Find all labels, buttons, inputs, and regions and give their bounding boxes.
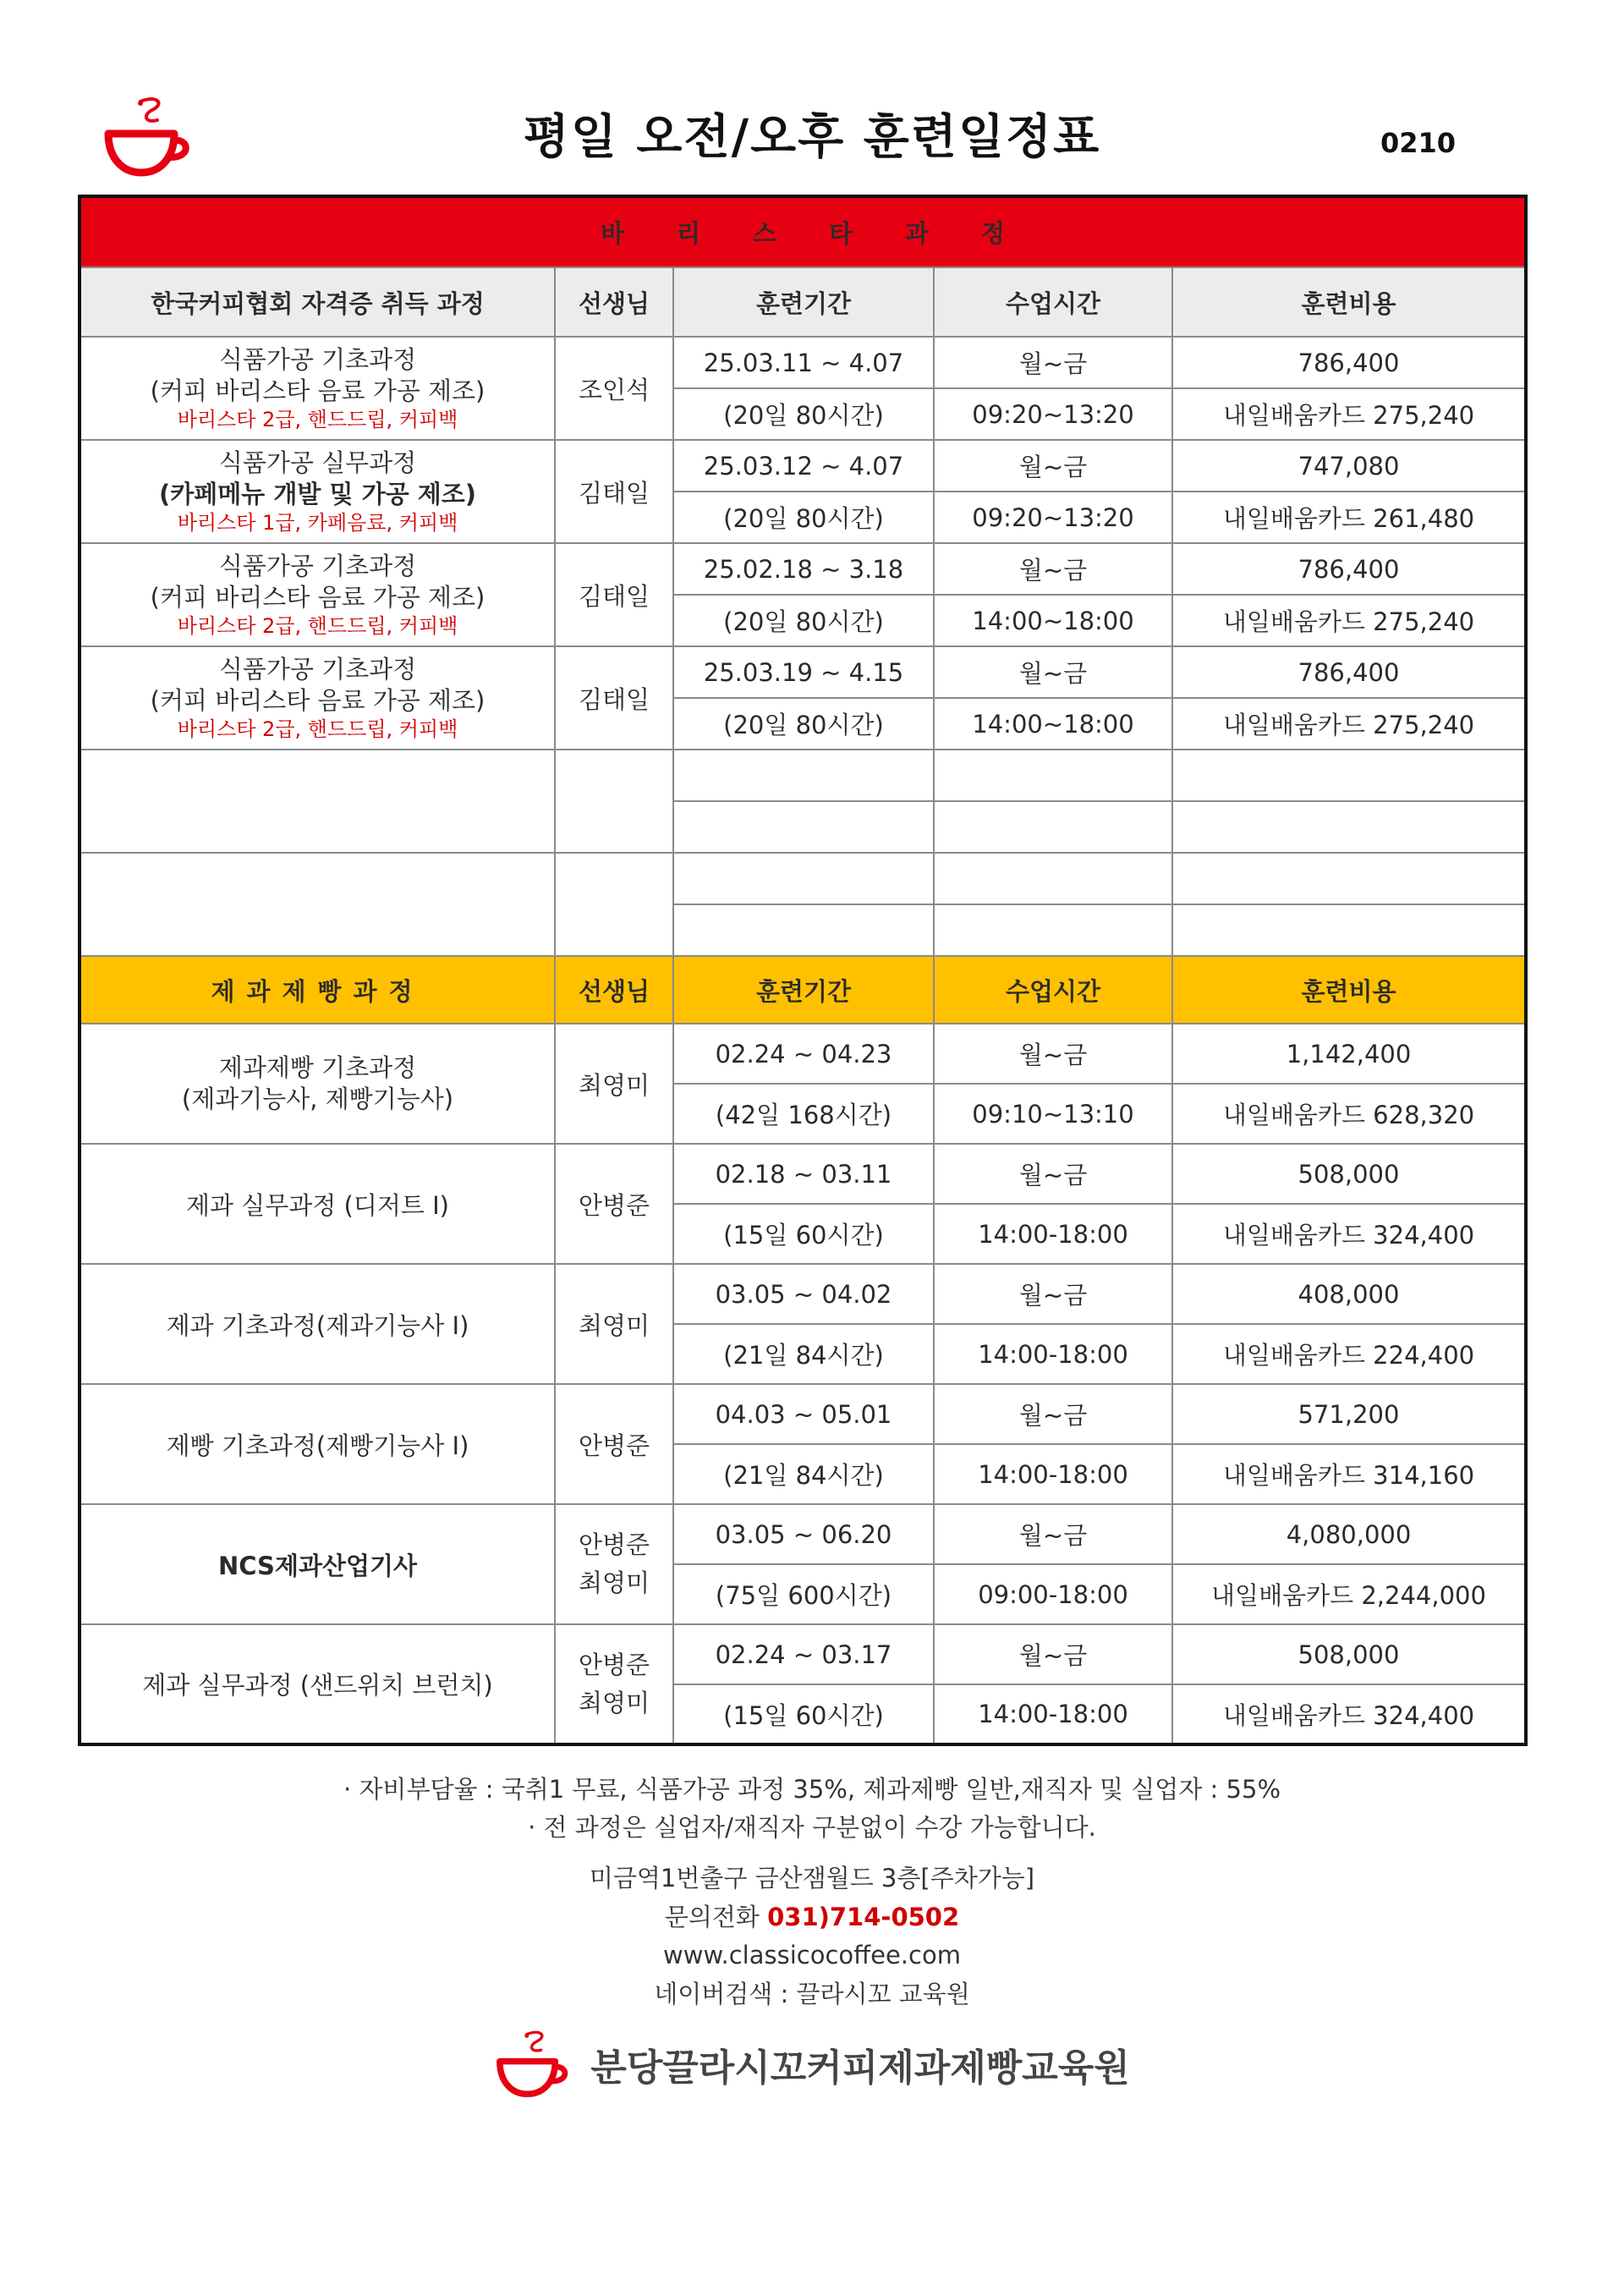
table-row <box>80 1504 1526 1564</box>
teacher: 조인석 <box>555 337 673 440</box>
table-row <box>80 543 1526 595</box>
empty-cell <box>555 853 673 956</box>
course-name: 제과 실무과정 (디저트 I) <box>80 1144 555 1264</box>
period: 03.05 ~ 04.02 <box>673 1264 934 1324</box>
card-fee: 내일배움카드 261,480 <box>1172 492 1526 543</box>
course-note: 바리스타 1급, 카페음료, 커피백 <box>177 510 458 535</box>
duration: (21일 84시간) <box>673 1324 934 1384</box>
col-teacher: 선생님 <box>555 267 673 337</box>
teacher <box>555 1504 673 1624</box>
fee: 786,400 <box>1172 337 1526 388</box>
fee: 747,080 <box>1172 440 1526 492</box>
teacher: 안병준 <box>555 1144 673 1264</box>
days: 월~금 <box>934 1384 1172 1444</box>
col-period: 훈련기간 <box>673 956 934 1024</box>
card-fee: 내일배움카드 2,244,000 <box>1172 1564 1526 1624</box>
address: 미금역1번출구 금산잼월드 3층[주차가능] <box>589 1864 1035 1892</box>
empty-cell <box>934 904 1172 956</box>
course-name: 제과제빵 기초과정 (제과기능사, 제빵기능사) <box>80 1024 555 1144</box>
brand-name: 분당끌라시꼬커피제과제빵교육원 <box>590 2046 1130 2090</box>
card-fee: 내일배움카드 275,240 <box>1172 595 1526 646</box>
empty-cell <box>1172 904 1526 956</box>
phone-line <box>0 1898 1624 1937</box>
course-note: 바리스타 2급, 핸드드립, 커피백 <box>177 717 458 741</box>
website-link[interactable]: www.classicocoffee.com <box>663 1941 961 1970</box>
contact-info <box>0 1859 1624 2013</box>
empty-cell <box>673 853 934 904</box>
card-fee: 내일배움카드 628,320 <box>1172 1084 1526 1144</box>
duration: (15일 60시간) <box>673 1204 934 1264</box>
class-time: 14:00-18:00 <box>934 1204 1172 1264</box>
course-name: 식품가공 기초과정 (커피 바리스타 음료 가공 제조) 바리스타 2급, 핸드드립, 커피백 <box>80 543 555 646</box>
card-fee: 내일배움카드 324,400 <box>1172 1204 1526 1264</box>
days: 월~금 <box>934 337 1172 388</box>
teacher: 최영미 <box>555 1264 673 1384</box>
card-fee: 내일배움카드 314,160 <box>1172 1444 1526 1504</box>
fee: 4,080,000 <box>1172 1504 1526 1564</box>
period: 02.24 ~ 03.17 <box>673 1624 934 1684</box>
table-row <box>80 337 1526 388</box>
course-name: 제과 기초과정(제과기능사 I) <box>80 1264 555 1384</box>
empty-cell <box>1172 801 1526 853</box>
teacher-primary: 안병준 <box>578 1650 650 1679</box>
card-fee: 내일배움카드 224,400 <box>1172 1324 1526 1384</box>
duration: (20일 80시간) <box>673 388 934 440</box>
card-fee: 내일배움카드 275,240 <box>1172 698 1526 750</box>
card-fee: 내일배움카드 324,400 <box>1172 1684 1526 1744</box>
teacher-primary: 안병준 <box>578 1530 650 1560</box>
class-time: 09:20~13:20 <box>934 492 1172 543</box>
table-row <box>80 440 1526 492</box>
table-row <box>80 1624 1526 1684</box>
phone-label: 문의전화 <box>664 1902 768 1931</box>
empty-cell <box>673 904 934 956</box>
period: 03.05 ~ 06.20 <box>673 1504 934 1564</box>
bakery-header-row <box>80 956 1526 1024</box>
days: 월~금 <box>934 1144 1172 1204</box>
empty-cell <box>673 750 934 801</box>
days: 월~금 <box>934 1624 1172 1684</box>
empty-cell <box>673 801 934 853</box>
course-name: 식품가공 실무과정 (카페메뉴 개발 및 가공 제조) 바리스타 1급, 카페음료, 커피백 <box>80 440 555 543</box>
page-title: 평일 오전/오후 훈련일정표 <box>523 110 1101 165</box>
table-row <box>80 1384 1526 1444</box>
barista-header-row <box>80 267 1526 337</box>
col-fee: 훈련비용 <box>1172 956 1526 1024</box>
period: 02.24 ~ 04.23 <box>673 1024 934 1084</box>
class-time: 14:00-18:00 <box>934 1324 1172 1384</box>
duration: (20일 80시간) <box>673 492 934 543</box>
doc-code: 0210 <box>1380 127 1457 159</box>
class-time: 14:00~18:00 <box>934 595 1172 646</box>
course-note: 바리스타 2급, 핸드드립, 커피백 <box>177 407 458 431</box>
table-row <box>80 646 1526 698</box>
phone-number[interactable]: 031)714-0502 <box>767 1902 960 1931</box>
brand-logo <box>0 2029 1624 2103</box>
course-name: 식품가공 기초과정 (커피 바리스타 음료 가공 제조) 바리스타 2급, 핸드드립, 커피백 <box>80 337 555 440</box>
bakery-section-title: 제과제빵과정 <box>80 956 555 1024</box>
schedule-table <box>78 195 1528 1746</box>
empty-row <box>80 750 1526 801</box>
col-time: 수업시간 <box>934 956 1172 1024</box>
course-name: 제과 실무과정 (샌드위치 브런치) <box>80 1624 555 1744</box>
days: 월~금 <box>934 1264 1172 1324</box>
class-time: 14:00~18:00 <box>934 698 1172 750</box>
fee-note: · 자비부담율 : 국취1 무료, 식품가공 과정 35%, 제과제빵 일반,재직자 및 실업자 : 55% <box>343 1775 1281 1804</box>
col-teacher: 선생님 <box>555 956 673 1024</box>
teacher: 최영미 <box>555 1024 673 1144</box>
page-header <box>0 0 1624 195</box>
enroll-note: · 전 과정은 실업자/재직자 구분없이 수강 가능합니다. <box>528 1812 1096 1842</box>
fee: 571,200 <box>1172 1384 1526 1444</box>
fee: 508,000 <box>1172 1624 1526 1684</box>
teacher: 김태일 <box>555 543 673 646</box>
course-name: 제빵 기초과정(제빵기능사 I) <box>80 1384 555 1504</box>
class-time: 09:00-18:00 <box>934 1564 1172 1624</box>
course-note: 바리스타 2급, 핸드드립, 커피백 <box>177 613 458 638</box>
col-course: 한국커피협회 자격증 취득 과정 <box>80 267 555 337</box>
teacher <box>555 1624 673 1744</box>
fee: 1,142,400 <box>1172 1024 1526 1084</box>
duration: (20일 80시간) <box>673 595 934 646</box>
duration: (42일 168시간) <box>673 1084 934 1144</box>
empty-row <box>80 853 1526 904</box>
period: 25.03.19 ~ 4.15 <box>673 646 934 698</box>
fee: 786,400 <box>1172 646 1526 698</box>
col-period: 훈련기간 <box>673 267 934 337</box>
card-fee: 내일배움카드 275,240 <box>1172 388 1526 440</box>
period: 25.02.18 ~ 3.18 <box>673 543 934 595</box>
fee: 408,000 <box>1172 1264 1526 1324</box>
empty-cell <box>934 853 1172 904</box>
days: 월~금 <box>934 440 1172 492</box>
barista-banner-title: 바리스타과정 <box>600 219 1058 248</box>
empty-cell <box>80 853 555 956</box>
period: 25.03.12 ~ 4.07 <box>673 440 934 492</box>
course-name: NCS제과산업기사 <box>80 1504 555 1624</box>
course-name: 식품가공 기초과정 (커피 바리스타 음료 가공 제조) 바리스타 2급, 핸드드립, 커피백 <box>80 646 555 750</box>
fee: 508,000 <box>1172 1144 1526 1204</box>
class-time: 09:20~13:20 <box>934 388 1172 440</box>
teacher: 김태일 <box>555 646 673 750</box>
class-time: 09:10~13:10 <box>934 1084 1172 1144</box>
teacher-secondary: 최영미 <box>578 1688 650 1717</box>
naver-search: 네이버검색 : 끌라시꼬 교육원 <box>654 1979 970 2008</box>
duration: (20일 80시간) <box>673 698 934 750</box>
coffee-cup-icon <box>494 2029 575 2100</box>
empty-cell <box>80 750 555 853</box>
fee-notes <box>0 1771 1624 1847</box>
duration: (15일 60시간) <box>673 1684 934 1744</box>
empty-cell <box>934 801 1172 853</box>
class-time: 14:00-18:00 <box>934 1444 1172 1504</box>
table-row <box>80 1024 1526 1084</box>
teacher: 김태일 <box>555 440 673 543</box>
duration: (21일 84시간) <box>673 1444 934 1504</box>
table-row <box>80 1144 1526 1204</box>
empty-cell <box>1172 750 1526 801</box>
days: 월~금 <box>934 1504 1172 1564</box>
col-fee: 훈련비용 <box>1172 267 1526 337</box>
days: 월~금 <box>934 543 1172 595</box>
days: 월~금 <box>934 1024 1172 1084</box>
period: 04.03 ~ 05.01 <box>673 1384 934 1444</box>
empty-cell <box>1172 853 1526 904</box>
teacher-secondary: 최영미 <box>578 1568 650 1597</box>
teacher: 안병준 <box>555 1384 673 1504</box>
fee: 786,400 <box>1172 543 1526 595</box>
days: 월~금 <box>934 646 1172 698</box>
class-time: 14:00-18:00 <box>934 1684 1172 1744</box>
period: 02.18 ~ 03.11 <box>673 1144 934 1204</box>
duration: (75일 600시간) <box>673 1564 934 1624</box>
empty-cell <box>555 750 673 853</box>
period: 25.03.11 ~ 4.07 <box>673 337 934 388</box>
col-time: 수업시간 <box>934 267 1172 337</box>
table-row <box>80 1264 1526 1324</box>
barista-banner <box>80 196 1526 267</box>
empty-cell <box>934 750 1172 801</box>
